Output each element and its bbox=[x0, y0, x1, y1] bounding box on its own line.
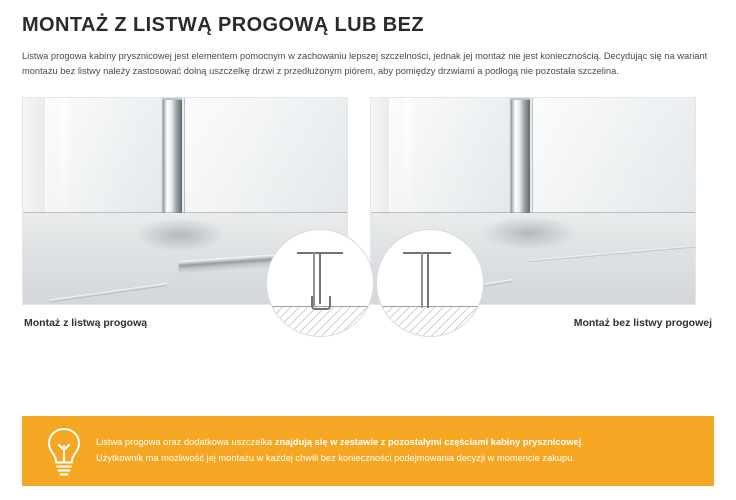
note-line-1-bold: znajdują się w zestawie z pozostałymi częściami kabiny prysznicowej bbox=[274, 437, 582, 448]
note-line-1-a: Listwa progowa oraz dodatkowa uszczelka bbox=[96, 437, 275, 448]
post-ground-shadow bbox=[135, 218, 225, 252]
glass-panel-right bbox=[182, 98, 348, 226]
zoom-detail-without-threshold bbox=[376, 229, 484, 337]
threshold-profile bbox=[311, 296, 331, 310]
note-line-1 bbox=[96, 435, 584, 451]
figure-row bbox=[22, 97, 714, 305]
intro-paragraph: Listwa progowa kabiny prysznicowej jest elementem pomocnym w zachowaniu lepszej szczelności, jednak jej montaż nie jest koniecznością. Decydując się na wariant montażu bez listwy należy zastosować dolną uszczelkę drzwi z przedłużonym piórem, aby pomiędzy drzwiami a podłogą nie pozostała szczelina. bbox=[22, 51, 708, 77]
caption-without-threshold: Montaż bez listwy progowej bbox=[573, 317, 712, 330]
detail-diagram bbox=[267, 230, 373, 336]
floor-wall-joint bbox=[23, 212, 347, 213]
note-line-1-c: . bbox=[581, 437, 584, 448]
page-title: MONTAŻ Z LISTWĄ PROGOWĄ LUB BEZ bbox=[22, 14, 424, 36]
glass-panel-right bbox=[530, 98, 696, 222]
post-top-cap bbox=[163, 98, 182, 100]
floor-wall-joint bbox=[371, 212, 695, 213]
note-line-2: Użytkownik ma możliwość jej montażu w każdej chwili bez konieczności podejmowania decyzji w momencie zakupu. bbox=[96, 453, 575, 463]
note-bar bbox=[22, 416, 714, 486]
post-ground-shadow bbox=[481, 216, 577, 250]
detail-diagram bbox=[377, 230, 483, 336]
extended-seal-lip bbox=[427, 252, 429, 308]
floor-hatch bbox=[377, 306, 483, 336]
glass-edge-right bbox=[182, 98, 185, 226]
glass-edge-right bbox=[530, 98, 533, 222]
header bbox=[0, 0, 736, 79]
glass-highlight-left bbox=[403, 98, 412, 226]
note-text bbox=[90, 435, 584, 467]
caption-with-threshold: Montaż z listwą progową bbox=[24, 317, 148, 330]
lightbulb-icon bbox=[38, 422, 90, 480]
post-top-cap bbox=[511, 98, 530, 100]
zoom-detail-with-threshold bbox=[266, 229, 374, 337]
glass-section bbox=[421, 252, 423, 308]
floor-hatch bbox=[267, 306, 373, 336]
